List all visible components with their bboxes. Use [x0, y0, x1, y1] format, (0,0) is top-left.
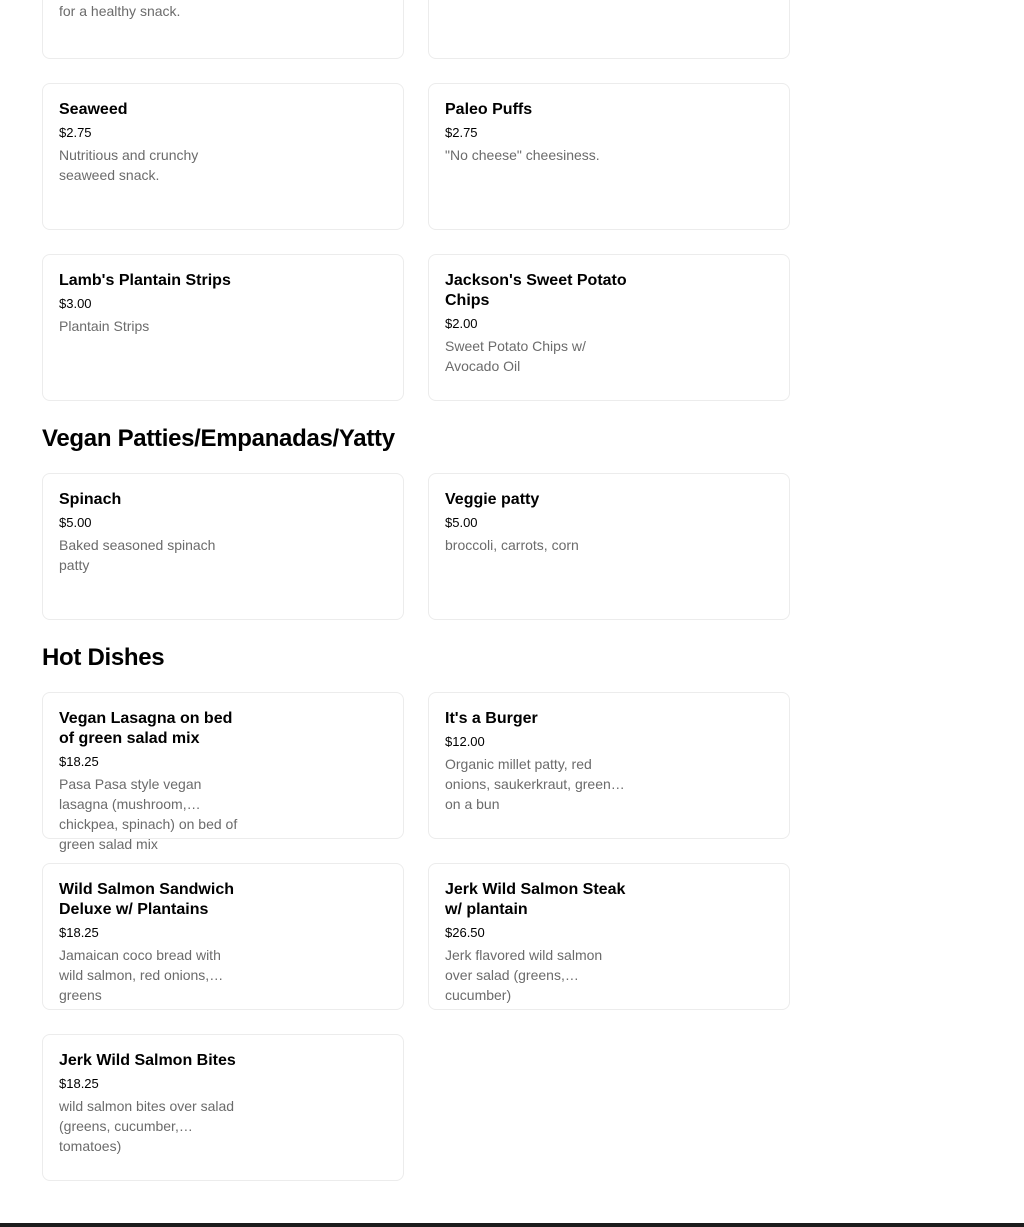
menu-item-vegan-lasagna[interactable] [42, 692, 404, 852]
menu-item-name: Wild Salmon Sandwich Deluxe w/ Plantains [59, 881, 234, 918]
menu-item-price: $26.50 [445, 925, 485, 940]
menu-item-description: Jerk flavored wild salmon over salad (greens, cucumber) [445, 947, 603, 1003]
menu-item-description: "No cheese" cheesiness. [445, 147, 600, 163]
menu-item-description: broccoli, carrots, corn [445, 537, 579, 553]
menu-item-card[interactable] [428, 0, 790, 59]
menu-item-jerk-wild-salmon-bites[interactable] [42, 1034, 404, 1181]
menu-item-price: $12.00 [445, 734, 485, 749]
menu-item-description: Nutritious and crunchy seaweed snack. [59, 147, 199, 183]
menu-item-price: $18.25 [59, 754, 99, 769]
section-title-hot-dishes: Hot Dishes [42, 644, 165, 671]
menu-item-jacksons-sweet-potato-chips[interactable] [428, 254, 790, 401]
menu-item-name: Jackson's Sweet Potato Chips [445, 272, 627, 309]
menu-item-name: Paleo Puffs [445, 101, 533, 118]
menu-item-paleo-puffs[interactable] [428, 83, 790, 230]
menu-item-name: It's a Burger [445, 710, 538, 727]
menu-item-price: $2.75 [445, 125, 478, 140]
section-title-vegan-patties: Vegan Patties/Empanadas/Yatty [42, 425, 395, 452]
menu-item-description: Plantain Strips [59, 318, 150, 334]
menu-item-description: wild salmon bites over salad (greens, cucumber, tomatoes) [59, 1098, 235, 1154]
menu-item-price: $5.00 [59, 515, 92, 530]
menu-item-card[interactable] [42, 0, 404, 59]
menu-item-name: Lamb's Plantain Strips [59, 272, 231, 289]
menu-item-name: Veggie patty [445, 491, 540, 508]
menu-item-name: Jerk Wild Salmon Steak w/ plantain [445, 881, 626, 918]
menu-item-name: Seaweed [59, 101, 128, 118]
menu-item-name: Vegan Lasagna on bed of green salad mix [59, 710, 233, 747]
menu-item-description: Organic millet patty, red onions, saukerkraut, greens on a bun [445, 756, 618, 812]
menu-item-price: $3.00 [59, 296, 92, 311]
menu-item-name: Spinach [59, 491, 122, 508]
menu-item-price: $2.75 [59, 125, 92, 140]
menu-item-price: $2.00 [445, 316, 478, 331]
menu-item-description: Pasa Pasa style vegan lasagna (mushroom, chickpea, spinach) on bed of green salad mix [59, 776, 238, 852]
menu-item-veggie-patty[interactable] [428, 473, 790, 620]
menu-item-price: $18.25 [59, 925, 99, 940]
menu-item-description: Sweet Potato Chips w/ Avocado Oil [445, 338, 586, 374]
menu-item-seaweed[interactable] [42, 83, 404, 230]
menu-item-spinach[interactable] [42, 473, 404, 620]
menu-item-description: for a healthy snack. [59, 3, 181, 19]
menu-item-price: $18.25 [59, 1076, 99, 1091]
menu-item-description: Baked seasoned spinach patty [59, 537, 216, 573]
menu-item-name: Jerk Wild Salmon Bites [59, 1052, 236, 1069]
footer-divider [0, 1223, 1024, 1227]
menu-item-wild-salmon-sandwich[interactable] [42, 863, 404, 1010]
menu-item-jerk-wild-salmon-steak[interactable] [428, 863, 790, 1010]
menu-item-its-a-burger[interactable] [428, 692, 790, 839]
menu-item-description: Jamaican coco bread with wild salmon, red onions, greens [59, 947, 221, 1003]
menu-item-price: $5.00 [445, 515, 478, 530]
menu-item-lambs-plantain-strips[interactable] [42, 254, 404, 401]
